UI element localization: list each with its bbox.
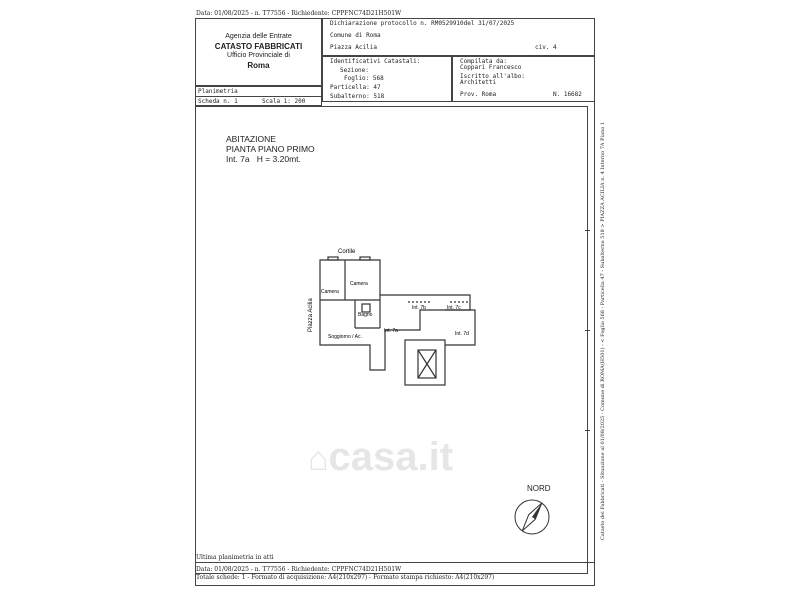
tick-1 bbox=[585, 230, 590, 231]
apartment-outline bbox=[320, 260, 470, 370]
watermark-house-icon: ⌂ bbox=[308, 440, 329, 478]
tick-3 bbox=[585, 430, 590, 431]
floor-plan bbox=[290, 240, 490, 390]
indirizzo-text: Piazza Acilia bbox=[330, 44, 377, 51]
iscritto-label: Iscritto all'albo: bbox=[460, 73, 526, 80]
numero-text: N. 16682 bbox=[553, 91, 582, 98]
agency-name: Agenzia delle Entrate bbox=[225, 33, 292, 40]
bagno-label: Bagno bbox=[358, 312, 373, 318]
soggiorno-label: Soggiorno / Ac. bbox=[328, 334, 362, 340]
top-reference: Data: 01/08/2025 - n. T77556 - Richiedente: CPPFNC74D21H501W bbox=[196, 10, 402, 17]
footer-line-2: Totale schede: 1 - Formato di acquisizione: A4(210x297) - Formato stampa richiesto: A4(210x297) bbox=[196, 574, 495, 581]
plan-title-block bbox=[226, 135, 315, 164]
city-name: Roma bbox=[247, 60, 270, 70]
subalterno-value: Subalterno: 518 bbox=[330, 93, 385, 100]
compass-icon bbox=[510, 495, 554, 539]
planimetria-label: Planimetria bbox=[198, 88, 238, 95]
particella-value: Particella: 47 bbox=[330, 84, 381, 91]
int7c-label: Int. 7c bbox=[447, 305, 461, 311]
scheda-label: Scheda n. 1 bbox=[198, 98, 238, 105]
footer-divider bbox=[195, 562, 595, 563]
albo-name: Architetti bbox=[460, 79, 497, 86]
plan-title-3: Int. 7a H = 3.20mt. bbox=[226, 153, 301, 164]
ufficio-label: Ufficio Provinciale di bbox=[227, 51, 290, 59]
ultima-planimetria: Ultima planimetria in atti bbox=[196, 554, 274, 561]
plan-title-2: PIANTA PIANO PRIMO bbox=[226, 143, 315, 154]
camera-2-label: Camera bbox=[350, 281, 368, 287]
side-reference: Catasto dei Fabbricati - Situazione al 01/08/2025 - Comune di ROMA(H501) - < Foglio 568 - Particella 47 - Subalterno 518 > PIAZZA ACILIA n. 4 Interno 7A Piano 1 bbox=[600, 121, 606, 540]
foglio-value: Foglio: 568 bbox=[344, 75, 384, 82]
dichiarazione-text: Dichiarazione protocollo n. RM0529910del 31/07/2025 bbox=[330, 20, 515, 27]
piazza-label: Piazza Acilia bbox=[308, 298, 314, 332]
watermark-text: casa.it bbox=[328, 435, 454, 479]
int7a-label: Int. 7a bbox=[384, 328, 398, 334]
compilata-label: Compilata da: bbox=[460, 58, 507, 65]
agency-block bbox=[196, 33, 321, 71]
bagno-fixture bbox=[362, 304, 370, 312]
window-1 bbox=[328, 257, 338, 260]
planimetria-divider bbox=[195, 96, 322, 97]
footer-line-1: Data: 01/08/2025 - n. T77556 - Richiedente: CPPFNC74D21H501W bbox=[196, 566, 402, 573]
compilatore-name: Coppari Francesco bbox=[460, 64, 522, 71]
identificativi-label: Identificativi Catastali: bbox=[330, 58, 421, 65]
sezione-label: Sezione: bbox=[340, 67, 369, 74]
comune-text: Comune di Roma bbox=[330, 32, 381, 39]
plan-title-1: ABITAZIONE bbox=[226, 134, 276, 144]
scala-label: Scala 1: 200 bbox=[262, 98, 306, 105]
nord-label: NORD bbox=[527, 484, 551, 493]
civico-text: civ. 4 bbox=[535, 44, 557, 51]
prov-text: Prov. Roma bbox=[460, 91, 497, 98]
catasto-title: CATASTO FABBRICATI bbox=[214, 41, 303, 51]
int7d-label: Int. 7d bbox=[455, 331, 469, 337]
int7b-label: Int. 7b bbox=[412, 305, 426, 311]
camera-1-label: Camera bbox=[321, 289, 339, 295]
tick-2 bbox=[585, 330, 590, 331]
int7d-unit bbox=[445, 310, 475, 345]
watermark bbox=[308, 435, 453, 480]
window-2 bbox=[360, 257, 370, 260]
cortile-label: Cortile bbox=[338, 249, 356, 255]
